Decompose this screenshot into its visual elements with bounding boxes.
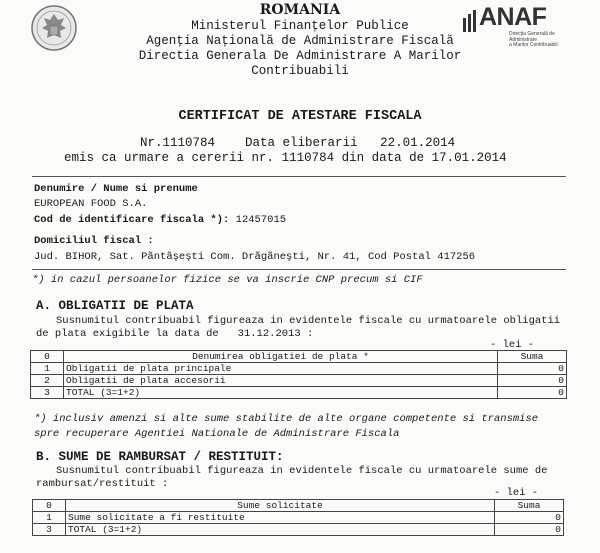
cif-value: 12457015 bbox=[235, 214, 287, 226]
romania-coat-of-arms-icon bbox=[28, 4, 80, 52]
section-a-date: 31.12.2013 : bbox=[237, 328, 314, 340]
table-row: 2 Obligatii de plata accesorii 0 bbox=[31, 375, 567, 387]
cif-label: Cod de identificare fiscala *): bbox=[34, 214, 230, 226]
certificate-number: 1110784 bbox=[162, 136, 216, 150]
ministry-name: Ministerul Finanţelor Publice bbox=[191, 19, 409, 33]
section-b-currency: - lei - bbox=[494, 487, 539, 499]
section-a-footnote-1: *) inclusiv amenzi si alte sume stabilite de alte organe competente si transmise bbox=[34, 413, 539, 425]
section-a-currency: - lei - bbox=[490, 339, 535, 351]
certificate-number-line: Nr.1110784 Data eliberarii 22.01.2014 bbox=[140, 136, 456, 150]
name-label: Denumire / Nume si prenume bbox=[34, 183, 198, 195]
obligations-table bbox=[30, 350, 567, 399]
table-row: 1 Obligatii de plata principale 0 bbox=[31, 363, 567, 375]
table-header-row bbox=[33, 500, 564, 512]
address-label: Domiciliul fiscal : bbox=[34, 235, 154, 247]
section-a-intro-2: de plata exigibile la data de 31.12.2013 : bbox=[36, 328, 314, 340]
taxpayer-address: Jud. BIHOR, Sat. Pãntãşeşti Com. Drãgãneşti, Nr. 41, Cod Postal 417256 bbox=[34, 251, 476, 263]
table-header-row bbox=[31, 351, 567, 363]
header-nr: 0 bbox=[31, 351, 64, 363]
divider-top bbox=[32, 176, 566, 177]
request-line: emis ca urmare a cererii nr. 1110784 din data de 17.01.2014 bbox=[64, 151, 507, 165]
refunds-table bbox=[32, 499, 564, 536]
request-date: 17.01.2014 bbox=[431, 151, 507, 165]
issue-date: 22.01.2014 bbox=[380, 136, 456, 150]
header-name: Sume solicitate bbox=[66, 500, 495, 512]
header-amount: Suma bbox=[495, 500, 564, 512]
header-name: Denumirea obligatiei de plata * bbox=[64, 351, 498, 363]
cnp-footnote: *) in cazul persoanelor fizice se va inscrie CNP precum si CIF bbox=[32, 274, 423, 286]
section-a-intro-1: Susnumitul contribuabil figureaza in evidentele fiscale cu urmatoarele obligatii bbox=[56, 315, 561, 327]
table-row: 3 TOTAL (3=1+2) 0 bbox=[33, 524, 564, 536]
certificate-title: CERTIFICAT DE ATESTARE FISCALA bbox=[178, 109, 422, 124]
header-nr: 0 bbox=[33, 500, 66, 512]
anaf-logo bbox=[463, 3, 583, 48]
section-b-intro-1: Susnumitul contribuabil figureaza in evidentele fiscale cu urmatoarele sume de bbox=[56, 465, 548, 477]
section-b-intro-2: rambursat/restituit : bbox=[36, 478, 169, 490]
section-b-title: B. SUME DE RAMBURSAT / RESTITUIT: bbox=[36, 450, 284, 464]
anaf-logo-text: ANAF bbox=[479, 3, 547, 31]
header-amount: Suma bbox=[498, 351, 567, 363]
table-row: 1 Sume solicitate a fi restituite 0 bbox=[33, 512, 564, 524]
cif-line bbox=[34, 214, 286, 226]
country-heading: ROMANIA bbox=[259, 2, 341, 18]
agency-name: Agenţia Naţională de Administrare Fiscală bbox=[146, 34, 454, 48]
directorate-name: Directia Generala De Administrare A Marilor bbox=[138, 49, 462, 63]
anaf-logo-subtitle: Direcţia Generală de Administrare a Marilor Contribuabili bbox=[509, 31, 558, 48]
taxpayer-name: EUROPEAN FOOD S.A. bbox=[34, 198, 148, 210]
request-number: 1110784 bbox=[281, 151, 335, 165]
taxpayers-line: Contribuabili bbox=[251, 64, 349, 78]
table-row: 3 TOTAL (3=1+2) 0 bbox=[31, 387, 567, 399]
section-a-title: A. OBLIGATII DE PLATA bbox=[36, 299, 194, 313]
divider-middle bbox=[32, 269, 566, 270]
section-a-footnote-2: spre recuperare Agentiei Nationale de Administrare Fiscala bbox=[34, 428, 400, 440]
